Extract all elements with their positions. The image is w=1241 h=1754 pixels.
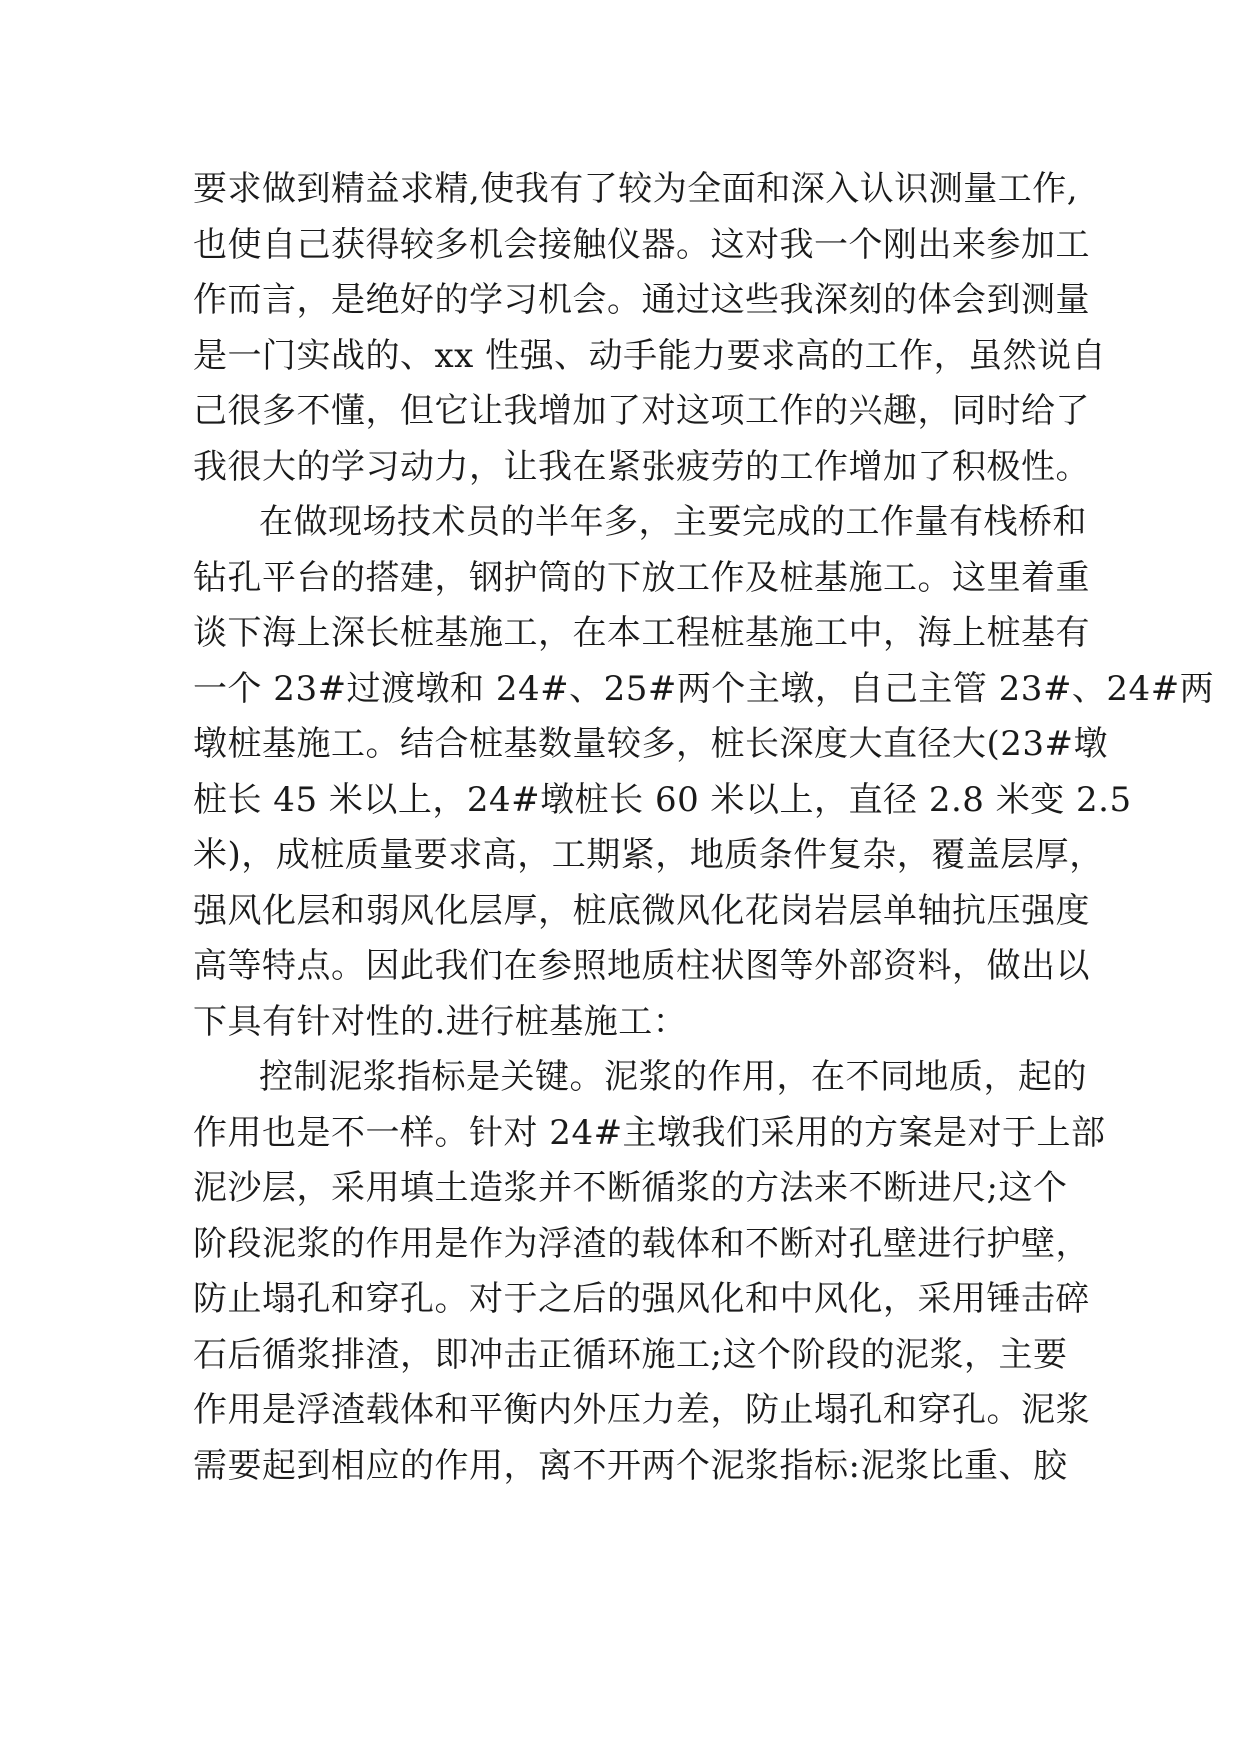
text-line: 需要起到相应的作用，离不开两个泥浆指标:泥浆比重、胶 [193,1445,1068,1486]
text-line: 作而言，是绝好的学习机会。通过这些我深刻的体会到测量 [193,280,1090,320]
text-line: 下具有针对性的.进行桩基施工： [193,1001,688,1042]
text-line: 作用也是不一样。针对 24#主墩我们采用的方案是对于上部 [193,1112,1106,1153]
text-line: 是一门实战的、xx 性强、动手能力要求高的工作，虽然说自 [193,335,1107,376]
text-line: 泥沙层，采用填土造浆并不断循浆的方法来不断进尺;这个 [193,1168,1068,1208]
body-text [193,162,1215,1494]
text-line: 石后循浆排渣，即冲击正循环施工;这个阶段的泥浆，主要 [193,1334,1068,1375]
text-line: 墩桩基施工。结合桩基数量较多，桩长深度大直径大(23#墩 [193,724,1109,764]
text-line: 强风化层和弱风化层厚，桩底微风化花岗岩层单轴抗压强度 [193,890,1090,931]
text-line: 米)，成桩质量要求高，工期紧，地质条件复杂，覆盖层厚， [193,835,1104,875]
text-line: 谈下海上深长桩基施工，在本工程桩基施工中，海上桩基有 [193,613,1090,653]
text-line: 也使自己获得较多机会接触仪器。这对我一个刚出来参加工 [193,224,1090,265]
text-line: 高等特点。因此我们在参照地质柱状图等外部资料，做出以 [193,946,1090,986]
text-line: 钻孔平台的搭建，钢护筒的下放工作及桩基施工。这里着重 [193,557,1090,598]
text-line: 桩长 45 米以上，24#墩桩长 60 米以上，直径 2.8 米变 2.5 [193,779,1132,820]
paragraph-first-line: 在做现场技术员的半年多，主要完成的工作量有栈桥和 [259,502,1087,542]
text-line: 作用是浮渣载体和平衡内外压力差，防止塌孔和穿孔。泥浆 [193,1390,1090,1430]
paragraph-first-line: 控制泥浆指标是关键。泥浆的作用，在不同地质，起的 [259,1057,1087,1097]
text-line: 己很多不懂，但它让我增加了对这项工作的兴趣，同时给了 [193,391,1090,431]
text-line: 一个 23#过渡墩和 24#、25#两个主墩，自己主管 23#、24#两 [193,668,1215,709]
text-line: 我很大的学习动力，让我在紧张疲劳的工作增加了积极性。 [193,446,1090,487]
text-line: 要求做到精益求精,使我有了较为全面和深入认识测量工作, [193,169,1079,209]
text-line: 防止塌孔和穿孔。对于之后的强风化和中风化，采用锤击碎 [193,1279,1090,1319]
text-line: 阶段泥浆的作用是作为浮渣的载体和不断对孔壁进行护壁， [193,1223,1090,1264]
